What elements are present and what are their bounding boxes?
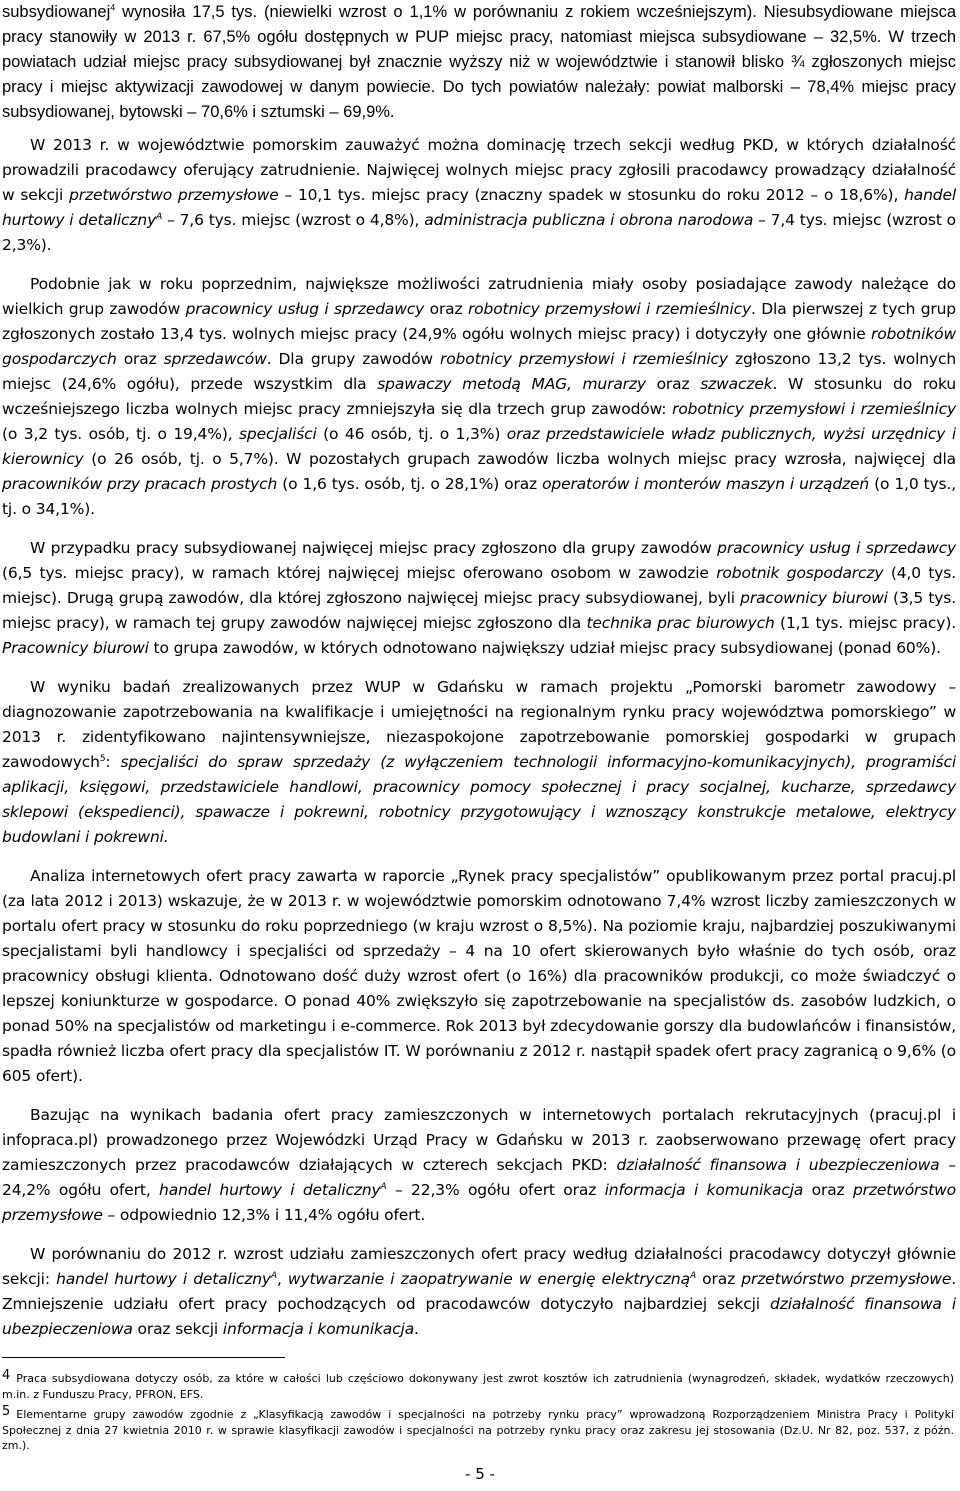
text-run: . Zmniejszenie udziału ofert pracy pochodzących od pracodawców dotyczyło najbardziej sekcji — [2, 1270, 957, 1313]
footnote-mark: 5 — [2, 1404, 11, 1419]
italic-term: Pracownicy biurowi — [2, 639, 149, 657]
text-run: (3,5 tys. miejsc pracy), w ramach tej grupy zawodów najwięcej miejsc zgłoszono dla — [2, 589, 956, 632]
text-run: – 22,3% ogółu ofert oraz — [386, 1181, 605, 1199]
text-run: Bazując na wynikach badania ofert pracy zamieszczonych w internetowych portalach rekrutacyjnych (pracuj.pl i infopraca.pl) prowadzonego przez Wojewódzki Urząd Pracy w Gdańsku w 2013 r. zaobserwowano przewagę ofert pracy zamieszczonych przez pracodawców działających w czterech sekcjach PKD: — [2, 1106, 956, 1174]
text-run: oraz — [645, 375, 701, 393]
footnote-text: Elementarne grupy zawodów zgodnie z „Klasyfikacją zawodów i specjalności na potrzeby rynku pracy” wprowadzoną Rozporządzeniem Ministra Pracy i Polityki Społecznej z dnia 27 kwietnia 2010 r. w sprawie klasyfikacji zawodów i specjalności na potrzeby rynku pracy oraz zakresu jej stosowania (Dz.U. Nr 82, poz. 537, z późn. zm.). — [2, 1408, 954, 1452]
text-run: (o 1,6 tys. osób, tj. o 28,1%) oraz — [277, 475, 543, 493]
paragraph — [2, 536, 956, 661]
footnotes — [2, 1368, 954, 1456]
italic-term: robotnicy przemysłowi i rzemieślnicy — [672, 400, 957, 418]
italic-term: działalność finansowa i ubezpieczeniowa — [616, 1156, 940, 1174]
text-run: oraz — [424, 300, 468, 318]
paragraph — [2, 133, 956, 258]
footnote-reference: 4 — [110, 2, 116, 13]
text-run: (4,0 tys. miejsc). Drugą grupą zawodów, dla której zgłoszono najwięcej miejsc pracy subsydiowanej, byli — [2, 564, 956, 607]
text-run: W przypadku pracy subsydiowanej najwięcej miejsc pracy zgłoszono dla grupy zawodów — [30, 539, 718, 557]
footnote — [2, 1404, 954, 1454]
italic-term: operatorów i monterów maszyn i urządzeń — [542, 475, 870, 493]
text-run: (o 3,2 tys. osób, tj. o 19,4%), — [2, 425, 239, 443]
paragraph-gap — [2, 1228, 956, 1242]
text-run: (o 26 osób, tj. o 5,7%). W pozostałych grupach zawodów liczba wolnych miejsc pracy wzrosła, najwięcej dla — [83, 450, 956, 468]
text-run: . Dla pierwszej z tych grup zgłoszonych zostało 13,4 tys. wolnych miejsc pracy (24,9% ogółu wolnych miejsc pracy) i dotyczyły one głównie — [2, 300, 956, 343]
footnote-reference: A — [380, 1181, 387, 1192]
italic-term: działalność finansowa i ubezpieczeniowa — [2, 1295, 957, 1338]
text-run: to grupa zawodów, w których odnotowano największy udział miejsc pracy subsydiowanej (ponad 60%). — [148, 639, 941, 657]
text-run: (6,5 tys. miejsc pracy), w ramach której najwięcej miejsc oferowano osobom w zawodzie — [2, 564, 717, 582]
italic-term: technika prac biurowych — [586, 614, 775, 632]
footnote-reference: A — [156, 211, 163, 222]
footnote-text: Praca subsydiowana dotyczy osób, za które w całości lub częściowo dokonywany jest zwrot kosztów ich zatrudnienia (wynagrodzeń, składek, wydatków rzeczowych) m.in. z Funduszu Pracy, PFRON, EFS. — [2, 1372, 954, 1401]
text-run: – 10,1 tys. miejsc pracy (znaczny spadek w stosunku do roku 2012 – o 18,6%), — [278, 186, 905, 204]
text-run: – 7,6 tys. miejsc (wzrost o 4,8%), — [162, 211, 425, 229]
text-run: . Dla grupy zawodów — [266, 350, 440, 368]
text-run: zgłoszono 13,2 tys. wolnych miejsc (24,6% ogółu), przede wszystkim dla — [2, 350, 956, 393]
italic-term: robotnicy przemysłowi i rzemieślnicy — [467, 300, 752, 318]
italic-term: przetwórstwo przemysłowe — [69, 186, 279, 204]
page-number: - 5 - — [465, 1465, 495, 1483]
text-run: – odpowiednio 12,3% i 11,4% ogółu ofert. — [102, 1206, 426, 1224]
text-run: subsydiowanej — [2, 3, 111, 21]
paragraph-gap — [2, 661, 956, 675]
text-run: (o 1,0 tys., tj. o 34,1%). — [2, 475, 957, 518]
text-run: – 24,2% ogółu ofert, — [2, 1156, 956, 1199]
text-run: oraz — [803, 1181, 853, 1199]
paragraph — [2, 1242, 956, 1342]
text-run: Podobnie jak w roku poprzednim, największe możliwości zatrudnienia miały osoby posiadające zawody należące do wielkich grup zawodów — [2, 275, 956, 318]
footnote-reference: A — [270, 1270, 277, 1281]
italic-term: oraz przedstawiciele władz publicznych, wyżsi urzędnicy i kierownicy — [2, 425, 956, 468]
text-run: (1,1 tys. miejsc pracy). — [774, 614, 956, 632]
italic-term: specjaliści do spraw sprzedaży (z wyłączeniem technologii informacyjno-komunikacyjnych), programiści aplikacji, księgowi, przedstawiciele handlowi, pracownicy pomocy społecznej i pracy socjalnej, kucharze, sprzedawcy sklepowi (ekspedienci), spawacze i pokrewni, robotnicy przygotowujący i wznoszący konstrukcje metalowe, elektrycy budowlani i pokrewni. — [2, 753, 956, 846]
italic-term: sprzedawców — [163, 350, 267, 368]
text-run: oraz sekcji — [132, 1320, 223, 1338]
italic-term: wytwarzanie i zaopatrywanie w energię elektryczną — [287, 1270, 690, 1288]
footnote-separator — [2, 1357, 285, 1358]
text-run: – 7,4 tys. miejsc (wzrost o 2,3%). — [2, 211, 957, 254]
italic-term: pracowników przy pracach prostych — [2, 475, 278, 493]
italic-term: przetwórstwo przemysłowe — [2, 1181, 956, 1224]
paragraph-gap — [2, 1089, 956, 1103]
italic-term: robotnik gospodarczy — [716, 564, 884, 582]
footnote — [2, 1368, 954, 1402]
italic-term: specjaliści — [239, 425, 317, 443]
italic-term: pracownicy usług i sprzedawcy — [185, 300, 425, 318]
paragraph — [2, 272, 956, 522]
body-text — [2, 0, 956, 1342]
text-run: : — [105, 753, 121, 771]
text-run: wynosiła 17,5 tys. (niewielki wzrost o 1,1% w porównaniu z rokiem wcześniejszym). Niesubsydiowane miejsca pracy stanowiły w 2013 r. 67,5% ogółu dostępnych w PUP miejsc pracy, natomiast miejsca subsydiowane – 32,5%. W trzech powiatach udział miejsc pracy subsydiowanej był znacznie wyższy niż w województwie i stanowił blisko ¾ zgłoszonych miejsc pracy i miejsc aktywizacji zawodowej w danym powiecie. Do tych powiatów należały: powiat malborski – 78,4% miejsc pracy subsydiowanej, bytowski – 70,6% i sztumski – 69,9%. — [2, 3, 956, 121]
italic-term: robotników gospodarczych — [2, 325, 956, 368]
paragraph — [2, 0, 956, 125]
text-run: . — [414, 1320, 419, 1338]
paragraph — [2, 1103, 956, 1228]
italic-term: robotnicy przemysłowi i rzemieślnicy — [440, 350, 728, 368]
italic-term: informacja i komunikacja — [604, 1181, 804, 1199]
text-run: . W stosunku do roku wcześniejszego liczba wolnych miejsc pracy zmniejszyła się dla trzech grup zawodów: — [2, 375, 957, 418]
italic-term: przetwórstwo przemysłowe — [741, 1270, 952, 1288]
text-run: oraz — [116, 350, 164, 368]
footnote-reference: 5 — [99, 753, 106, 764]
text-run: Analiza internetowych ofert pracy zawarta w raporcie „Rynek pracy specjalistów” opublikowanym przez portal pracuj.pl (za lata 2012 i 2013) wskazuje, że w 2013 r. w województwie pomorskim odnotowano 7,4% wzrost liczby zamieszczonych w portalu ofert pracy w stosunku do roku poprzedniego (w kraju wzrost o 8,5%). Na poziomie kraju, najbardziej poszukiwanymi specjalistami byli handlowcy i specjaliści od sprzedaży – 4 na 10 ofert skierowanych było właśnie do tych osób, oraz pracownicy obsługi klienta. Odnotowano dość duży wzrost ofert (o 16%) dla pracowników produkcji, co może świadczyć o lepszej koniunkturze w gospodarce. O ponad 40% zwiększyło się zapotrzebowanie na specjalistów ds. zasobów ludzkich, o ponad 50% na specjalistów od marketingu i e-commerce. Rok 2013 był zdecydowanie gorszy dla budowlańców i finansistów, spadła również liczba ofert pracy dla specjalistów IT. W porównaniu z 2012 r. nastąpił spadek ofert pracy zagranicą o 9,6% (o 605 ofert). — [2, 867, 956, 1085]
text-run: , — [276, 1270, 288, 1288]
paragraph-gap — [2, 850, 956, 864]
text-run: (o 46 osób, tj. o 1,3%) — [316, 425, 507, 443]
paragraph — [2, 864, 956, 1089]
paragraph-gap — [2, 125, 956, 133]
italic-term: spawaczy metodą MAG, murarzy — [377, 375, 646, 393]
text-run: W 2013 r. w województwie pomorskim zauważyć można dominację trzech sekcji według PKD, w których działalność prowadzili pracodawcy oferujący zatrudnienie. Najwięcej wolnych miejsc pracy zgłosili pracodawcy prowadzący działalność w sekcji — [2, 136, 956, 204]
paragraph-gap — [2, 522, 956, 536]
italic-term: administracja publiczna i obrona narodowa — [424, 211, 754, 229]
italic-term: informacja i komunikacja — [222, 1320, 415, 1338]
paragraph-gap — [2, 258, 956, 272]
italic-term: pracownicy biurowi — [740, 589, 888, 607]
italic-term: handel hurtowy i detaliczny — [2, 186, 957, 229]
text-run: W wyniku badań zrealizowanych przez WUP w Gdańsku w ramach projektu „Pomorski barometr zawodowy – diagnozowanie zapotrzebowania na kwalifikacje i umiejętności na regionalnym rynku pracy województwa pomorskiego” w 2013 r. zidentyfikowano najintensywniejsze, niezaspokojone zapotrzebowanie pomorskiej gospodarki w grupach zawodowych — [2, 678, 956, 771]
footnote-reference: A — [689, 1270, 696, 1281]
footnote-mark: 4 — [2, 1368, 11, 1383]
italic-term: handel hurtowy i detaliczny — [159, 1181, 381, 1199]
text-run: oraz — [695, 1270, 742, 1288]
italic-term: szwaczek — [700, 375, 773, 393]
paragraph — [2, 675, 956, 850]
italic-term: pracownicy usług i sprzedawcy — [717, 539, 956, 557]
italic-term: handel hurtowy i detaliczny — [56, 1270, 271, 1288]
text-run: W porównaniu do 2012 r. wzrost udziału zamieszczonych ofert pracy według działalności pracodawcy dotyczył głównie sekcji: — [2, 1245, 956, 1288]
